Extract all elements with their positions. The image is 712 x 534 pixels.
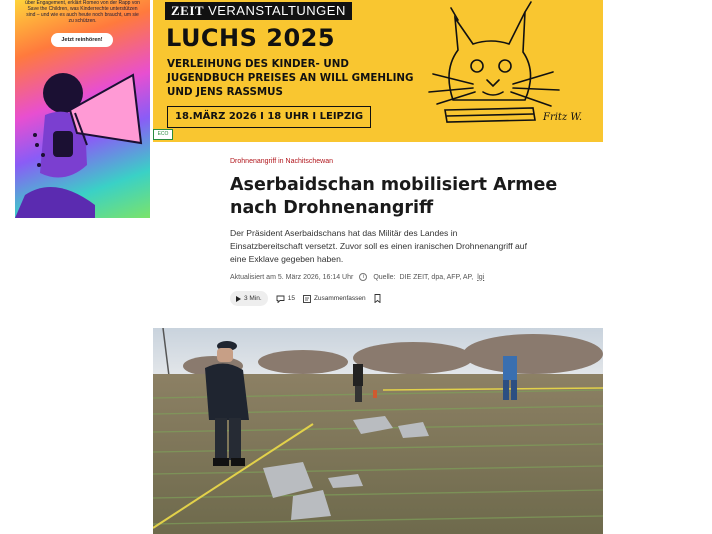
comment-icon: [276, 295, 285, 303]
listen-duration: 3 Min.: [244, 295, 262, 302]
side-advertisement[interactable]: [15, 0, 150, 218]
summarize-button[interactable]: [303, 295, 366, 303]
summary-icon: [303, 295, 311, 303]
zeit-veranstaltungen-logo: ZEIT VERANSTALTUNGEN: [165, 2, 352, 20]
updated-timestamp: Aktualisiert am 5. März 2026, 16:14 Uhr: [230, 273, 354, 281]
source-label: Quelle:: [373, 273, 396, 281]
source-link[interactable]: lgi: [477, 273, 485, 281]
bookmark-icon: [374, 294, 381, 303]
megaphone-illustration: [15, 55, 150, 218]
ad-subtitle: VERLEIHUNG DES KINDER- UND JUGENDBUCH PREISES AN WILL GMEHLING UND JENS RASSMUS: [167, 58, 414, 98]
top-banner-advertisement[interactable]: [153, 0, 603, 142]
listen-button[interactable]: [230, 291, 268, 306]
comments-count: 15: [287, 295, 295, 302]
ad-title: LUCHS 2025: [166, 24, 336, 52]
source-list: DIE ZEIT, dpa, AFP, AP,: [399, 273, 474, 281]
article-photo: [153, 328, 603, 534]
article-meta: [230, 273, 484, 281]
side-ad-text: über Engagement, erklärt Romeo von der Rapp von Save the Children, was Kinderrechte unterstützen sind – und wie es auch heute noch braucht, um sie zu schützen.: [25, 0, 140, 24]
side-ad-listen-button[interactable]: Jetzt reinhören!: [51, 33, 113, 47]
info-icon[interactable]: i: [359, 273, 367, 281]
eco-label: ECO: [153, 129, 173, 140]
article-headline: Aserbaidschan mobilisiert Armee nach Drohnenangriff: [230, 175, 558, 218]
play-icon: [236, 296, 241, 302]
article-actions: [230, 291, 381, 306]
comments-button[interactable]: [276, 295, 295, 303]
article-summary: Der Präsident Aserbaidschans hat das Militär des Landes in Einsatzbereitschaft versetzt. Zuvor soll es einen iranischen Drohnenangriff auf eine Exklave gegeben haben.: [230, 228, 527, 264]
ad-date-box: 18.MÄRZ 2026 I 18 UHR I LEIPZIG: [167, 106, 371, 128]
summarize-label: Zusammenfassen: [313, 295, 366, 302]
bookmark-button[interactable]: [374, 294, 381, 303]
lynx-drawing: [413, 0, 603, 142]
svg-text:Fritz W.: Fritz W.: [543, 112, 583, 123]
article-kicker[interactable]: Drohnenangriff in Nachitschewan: [230, 158, 333, 165]
